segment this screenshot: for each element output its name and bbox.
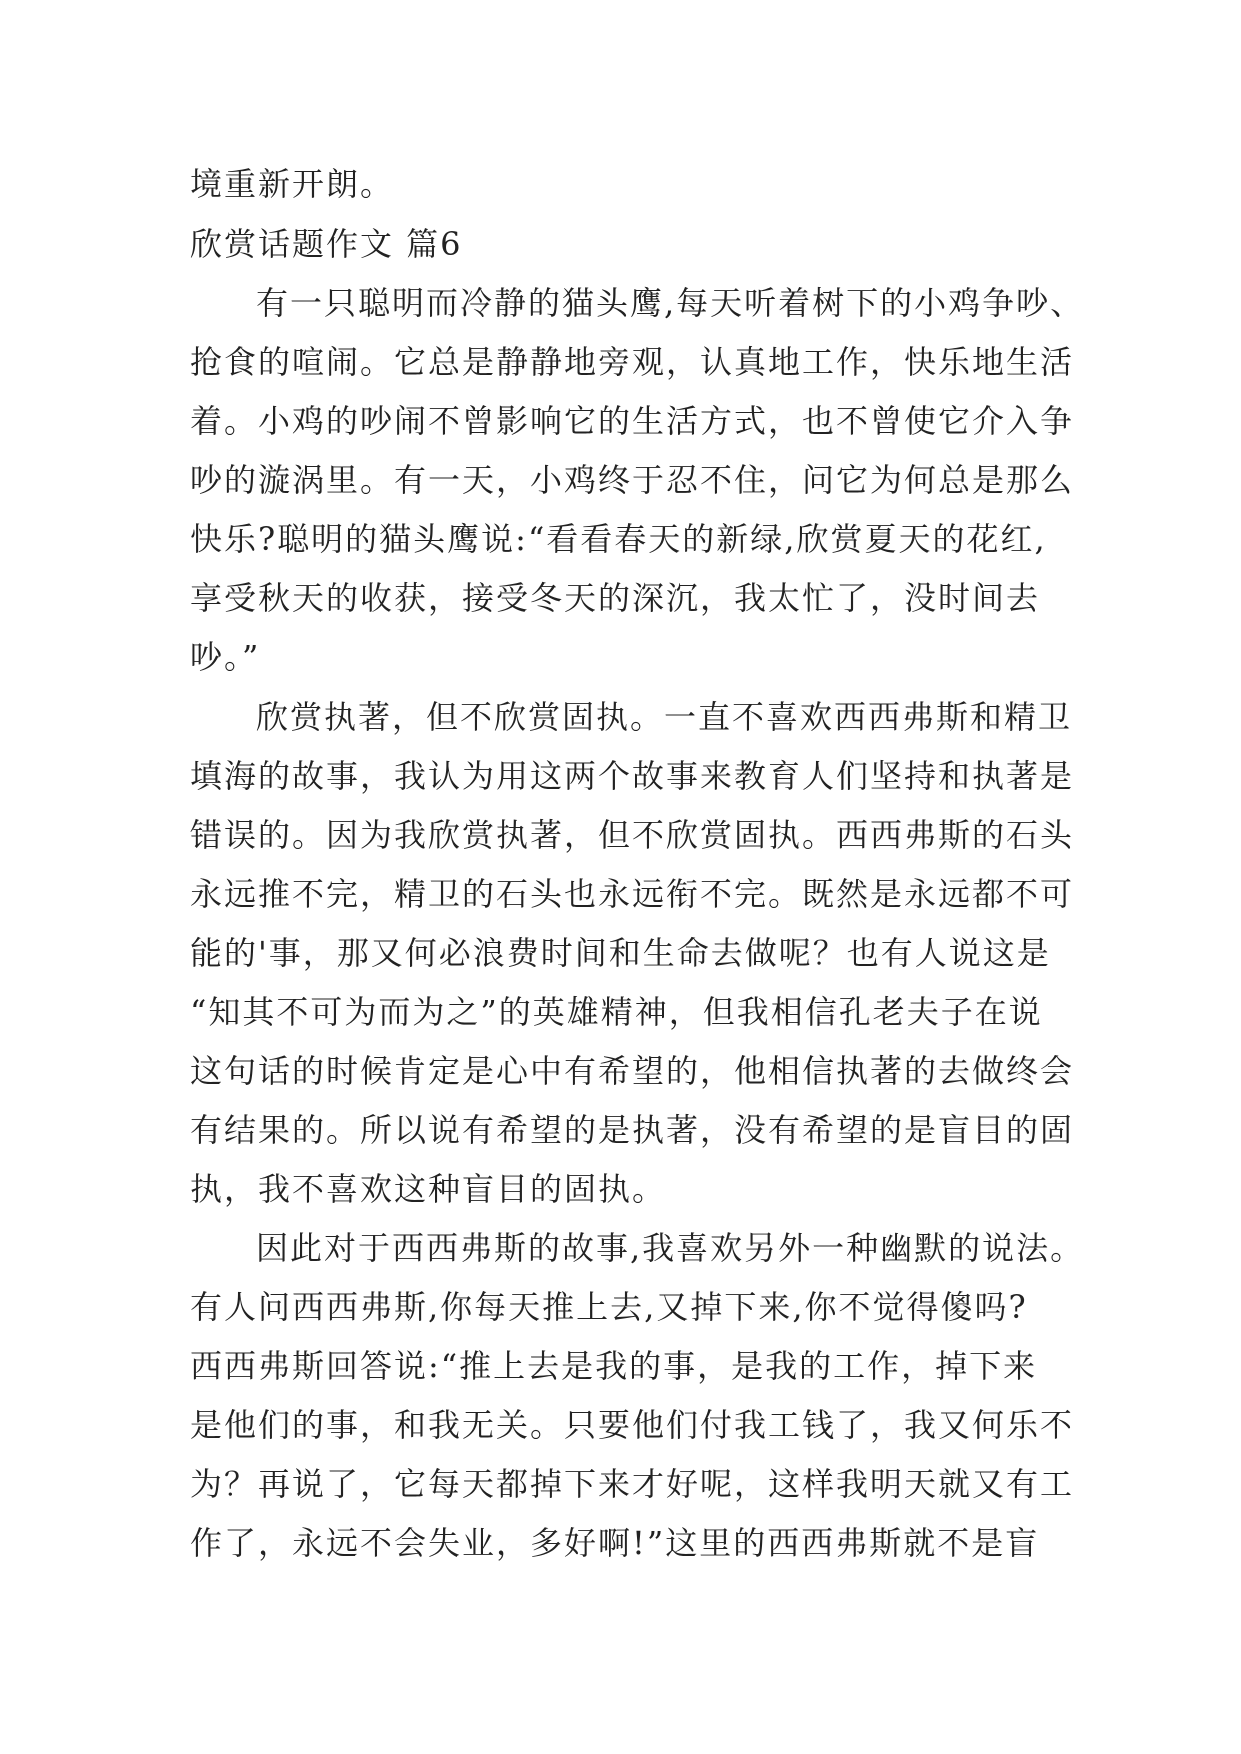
text-line-10: 欣赏执著，但不欣赏固执。一直不喜欢西西弗斯和精卫 [256,698,1073,736]
text-line-16: 这句话的时候肯定是心中有希望的，他相信执著的去做终会 [190,1052,1075,1090]
text-line-4: 抢食的喧闹。它总是静静地旁观，认真地工作，快乐地生活 [190,343,1075,381]
text-line-12: 错误的。因为我欣赏执著，但不欣赏固执。西西弗斯的石头 [190,816,1075,854]
text-line-8: 享受秋天的收获，接受冬天的深沉，我太忙了，没时间去 [190,579,1041,617]
text-line-22: 是他们的事，和我无关。只要他们付我工钱了，我又何乐不 [190,1406,1075,1444]
text-line-19: 因此对于西西弗斯的故事,我喜欢另外一种幽默的说法。 [256,1229,1085,1267]
text-line-18: 执，我不喜欢这种盲目的固执。 [190,1170,667,1208]
text-line-20: 有人问西西弗斯,你每天推上去,又掉下来,你不觉得傻吗? [190,1288,1028,1326]
text-line-1: 境重新开朗。 [190,165,395,203]
text-line-15: “知其不可为而为之”的英雄精神，但我相信孔老夫子在说 [190,993,1043,1031]
text-line-5: 着。小鸡的吵闹不曾影响它的生活方式，也不曾使它介入争 [190,402,1075,440]
text-line-24: 作了，永远不会失业，多好啊!”这里的西西弗斯就不是盲 [190,1524,1040,1562]
text-line-3: 有一只聪明而冷静的猫头鹰,每天听着树下的小鸡争吵、 [256,284,1085,322]
text-line-17: 有结果的。所以说有希望的是执著，没有希望的是盲目的固 [190,1111,1075,1149]
text-line-14: 能的'事，那又何必浪费时间和生命去做呢？也有人说这是 [190,934,1051,972]
text-line-21: 西西弗斯回答说:“推上去是我的事，是我的工作，掉下来 [190,1347,1038,1385]
text-line-7: 快乐?聪明的猫头鹰说:“看看春天的新绿,欣赏夏天的花红, [190,520,1047,558]
text-line-6: 吵的漩涡里。有一天，小鸡终于忍不住，问它为何总是那么 [190,461,1075,499]
text-line-23: 为？再说了，它每天都掉下来才好呢，这样我明天就又有工 [190,1465,1075,1503]
text-line-9: 吵。” [190,638,261,676]
section-heading: 欣赏话题作文 篇6 [190,225,463,263]
text-line-13: 永远推不完，精卫的石头也永远衔不完。既然是永远都不可 [190,875,1075,913]
text-line-11: 填海的故事，我认为用这两个故事来教育人们坚持和执著是 [190,757,1075,795]
